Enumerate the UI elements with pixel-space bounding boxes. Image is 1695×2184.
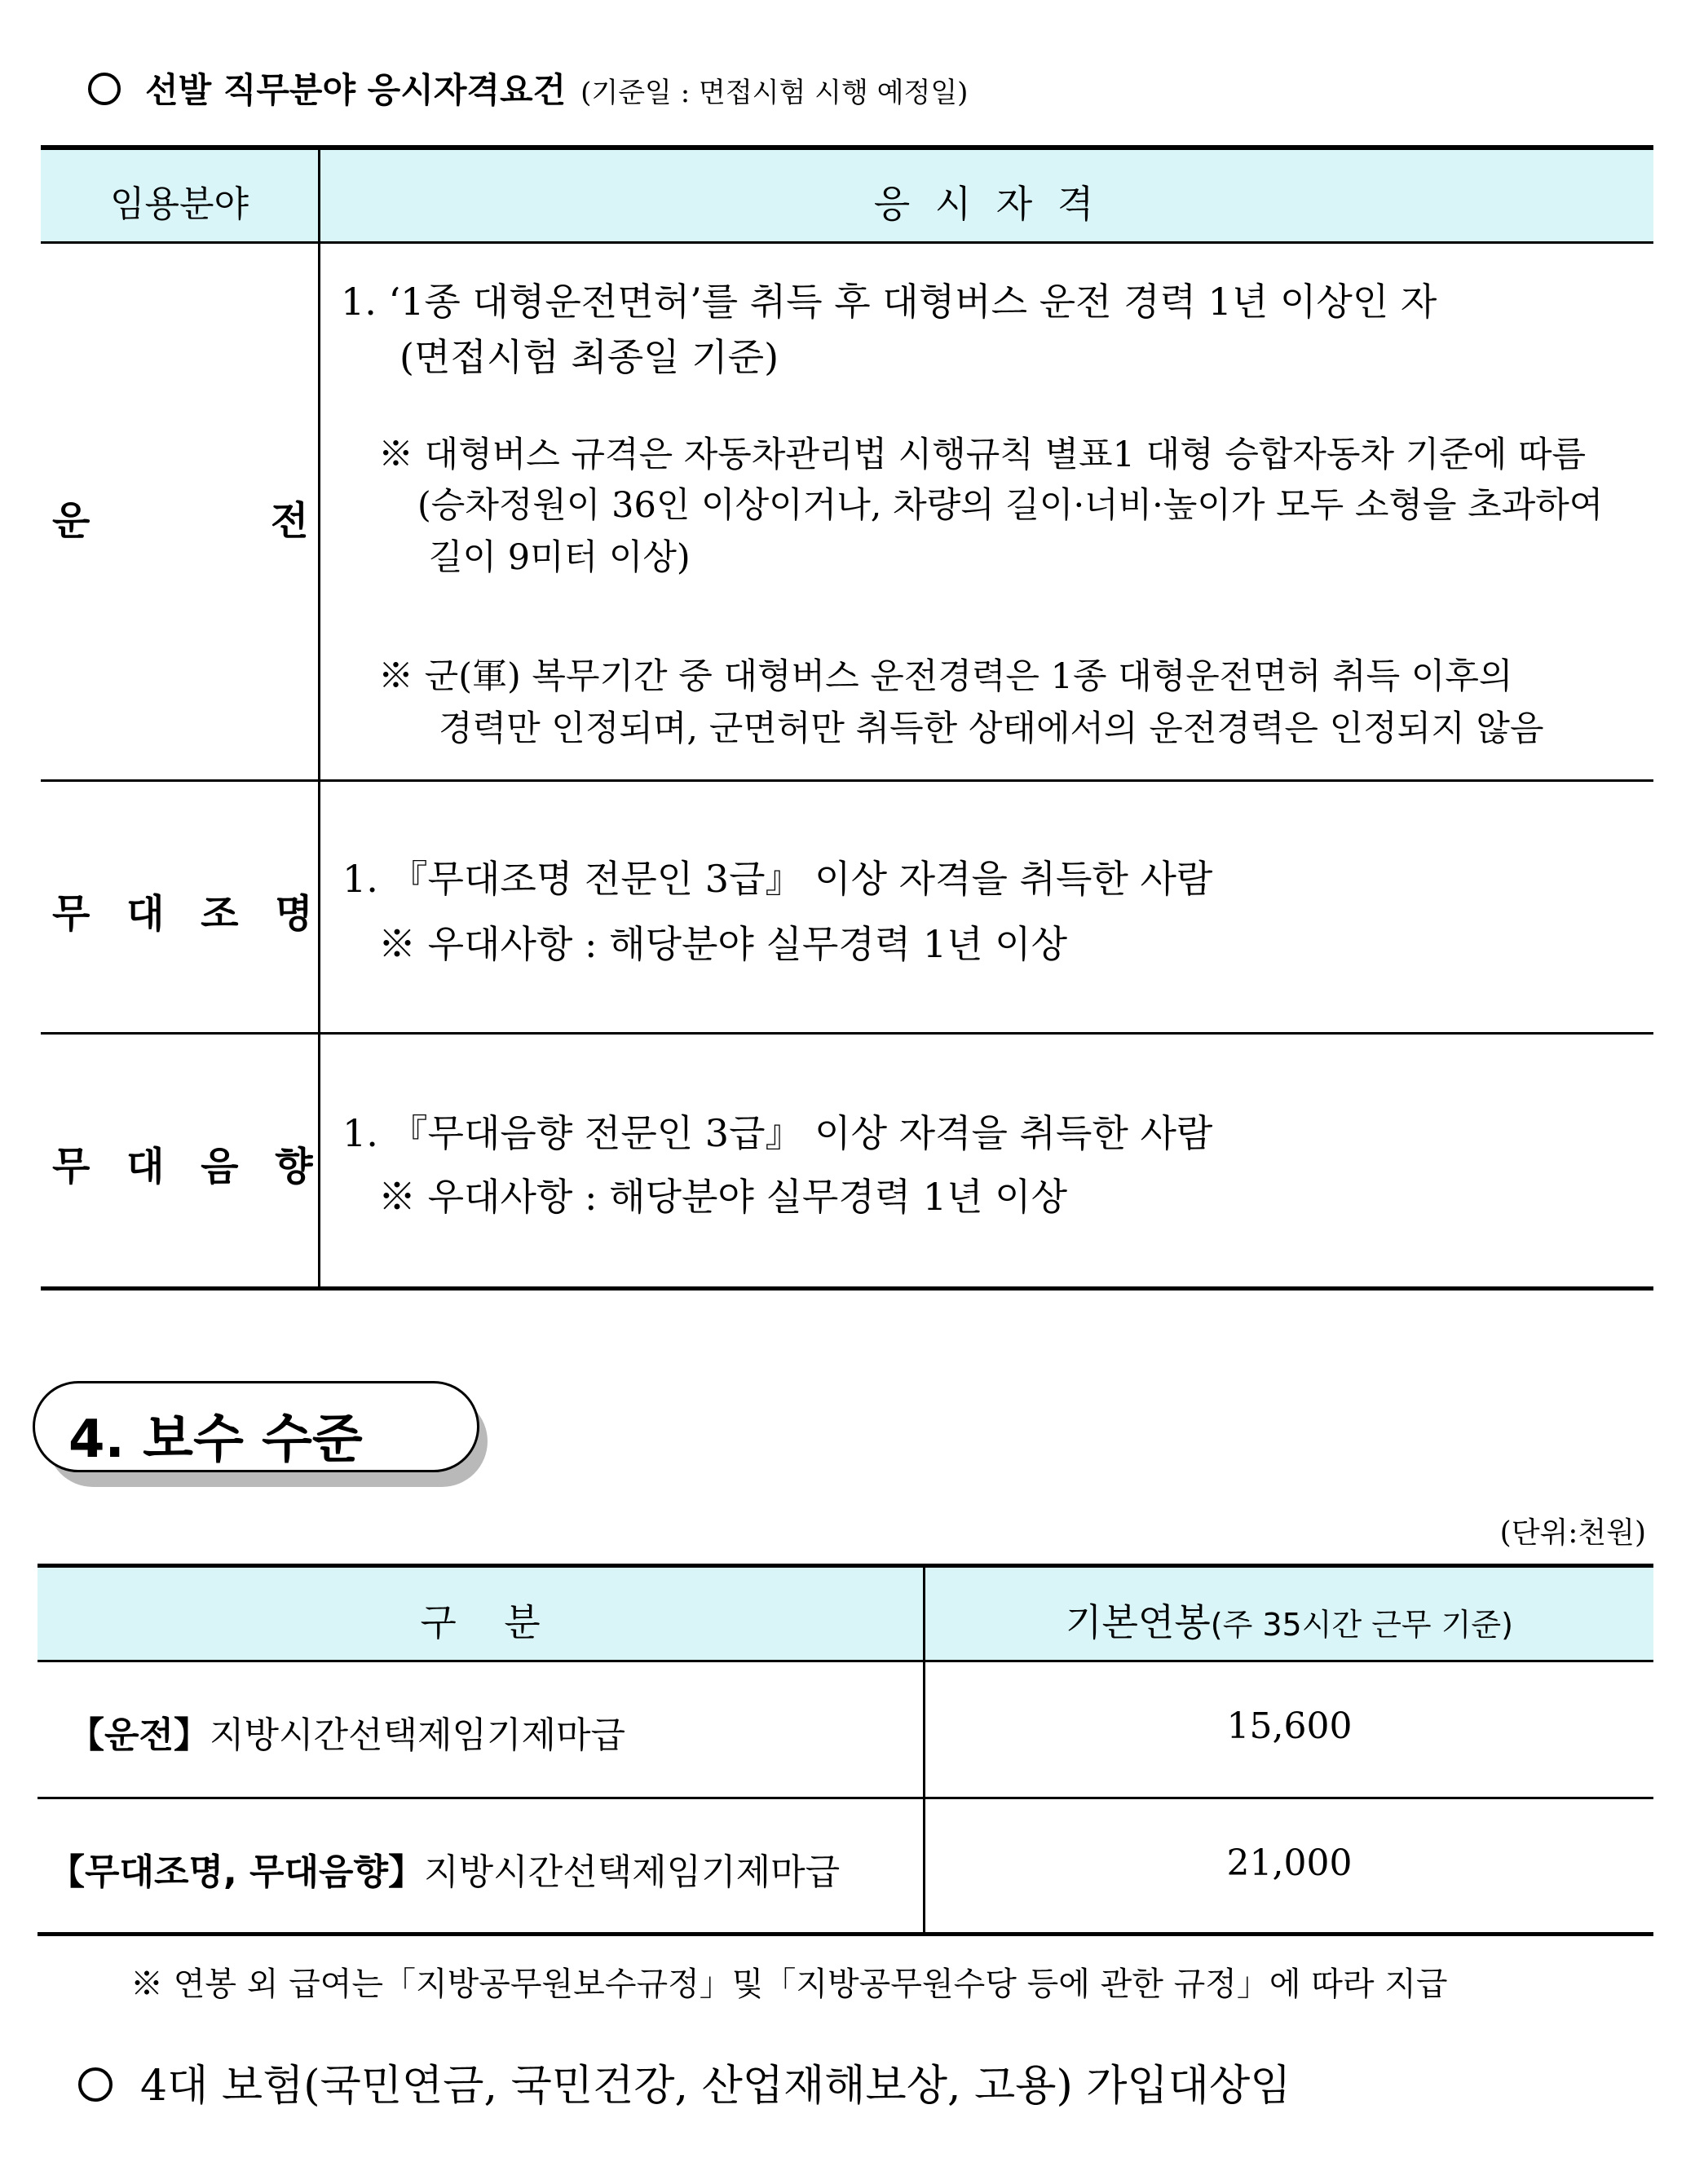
header-salary bbox=[925, 1593, 1653, 1647]
pay-row-tag: 【무대조명, 무대음향】 bbox=[49, 1851, 425, 1893]
qual-line: ※ 군(軍) 복무기간 중 대형버스 운전경력은 1종 대형운전면허 취득 이후의 bbox=[378, 656, 1513, 697]
qual-line: (승차정원이 36인 이상이거나, 차량의 길이·너비·높이가 모두 소형을 초과하여 bbox=[417, 485, 1604, 526]
qualification-table bbox=[41, 145, 1653, 1293]
circle-bullet-icon bbox=[78, 2067, 113, 2102]
table-bottom-rule bbox=[41, 1286, 1653, 1291]
pay-row-category bbox=[49, 1842, 840, 1895]
qual-line: 1. ‘1종 대형운전면허’를 취득 후 대형버스 운전 경력 1년 이상인 자 bbox=[341, 280, 1437, 324]
column-divider bbox=[318, 150, 320, 1286]
section-heading bbox=[88, 64, 968, 113]
header-category: 구 분 bbox=[420, 1600, 541, 1644]
pay-row-grade: 지방시간선택제임기제마급 bbox=[424, 1851, 841, 1893]
field-driving-right: 전 bbox=[271, 498, 309, 544]
field-driving-left: 운 bbox=[52, 498, 90, 544]
heading-note: (기준일 : 면접시험 시행 예정일) bbox=[580, 77, 969, 109]
pay-row-amount: 21,000 bbox=[1226, 1842, 1353, 1884]
pay-row-tag: 【운전】 bbox=[68, 1714, 210, 1756]
row-divider bbox=[41, 779, 1653, 782]
pay-row-category bbox=[68, 1705, 625, 1758]
qual-line: 1. 『무대음향 전문인 3급』 이상 자격을 취득한 사람 bbox=[342, 1111, 1213, 1155]
table-top-rule bbox=[38, 1564, 1653, 1568]
header-salary-note: (주 35시간 근무 기준) bbox=[1210, 1607, 1513, 1643]
header-bottom-rule bbox=[38, 1660, 1653, 1662]
table-bottom-rule bbox=[38, 1932, 1653, 1936]
heading-title: 선발 직무분야 응시자격요건 bbox=[145, 70, 567, 110]
qual-line: (면접시험 최종일 기준) bbox=[399, 335, 779, 379]
pay-table bbox=[38, 1564, 1653, 1935]
header-salary-label: 기본연봉 bbox=[1066, 1600, 1211, 1644]
qual-line: ※ 우대사항 : 해당분야 실무경력 1년 이상 bbox=[378, 922, 1068, 966]
pay-footnote: ※ 연봉 외 급여는「지방공무원보수규정」및「지방공무원수당 등에 관한 규정」에 따라 지급 bbox=[130, 1966, 1448, 2003]
header-field: 임용분야 bbox=[109, 183, 249, 225]
row-divider bbox=[38, 1797, 1653, 1799]
field-lighting: 무 대 조 명 bbox=[52, 891, 324, 937]
qual-line: ※ 대형버스 규격은 자동차관리법 시행규칙 별표1 대형 승합자동차 기준에 따름 bbox=[378, 435, 1587, 475]
unit-label: (단위:천원) bbox=[1499, 1516, 1646, 1550]
qual-line: 1. 『무대조명 전문인 3급』 이상 자격을 취득한 사람 bbox=[342, 857, 1213, 901]
table-top-rule bbox=[41, 145, 1653, 150]
pay-row-grade: 지방시간선택제임기제마급 bbox=[210, 1714, 626, 1756]
qual-line: 경력만 인정되며, 군면허만 취득한 상태에서의 운전경력은 인정되지 않음 bbox=[439, 708, 1544, 749]
qual-line: 길이 9미터 이상) bbox=[429, 537, 691, 578]
row-divider bbox=[41, 1032, 1653, 1035]
circle-bullet-icon bbox=[88, 73, 121, 105]
header-bottom-rule bbox=[41, 241, 1653, 244]
qual-line: ※ 우대사항 : 해당분야 실무경력 1년 이상 bbox=[378, 1175, 1068, 1219]
section4-title: 4. 보수 수준 bbox=[68, 1410, 363, 1470]
field-sound: 무 대 음 향 bbox=[52, 1144, 324, 1189]
insurance-text: 4대 보험(국민연금, 국민건강, 산업재해보상, 고용) 가입대상임 bbox=[140, 2062, 1291, 2111]
insurance-line bbox=[78, 2051, 1291, 2112]
header-qualification: 응 시 자 격 bbox=[873, 182, 1101, 226]
pay-row-amount: 15,600 bbox=[1226, 1705, 1353, 1747]
